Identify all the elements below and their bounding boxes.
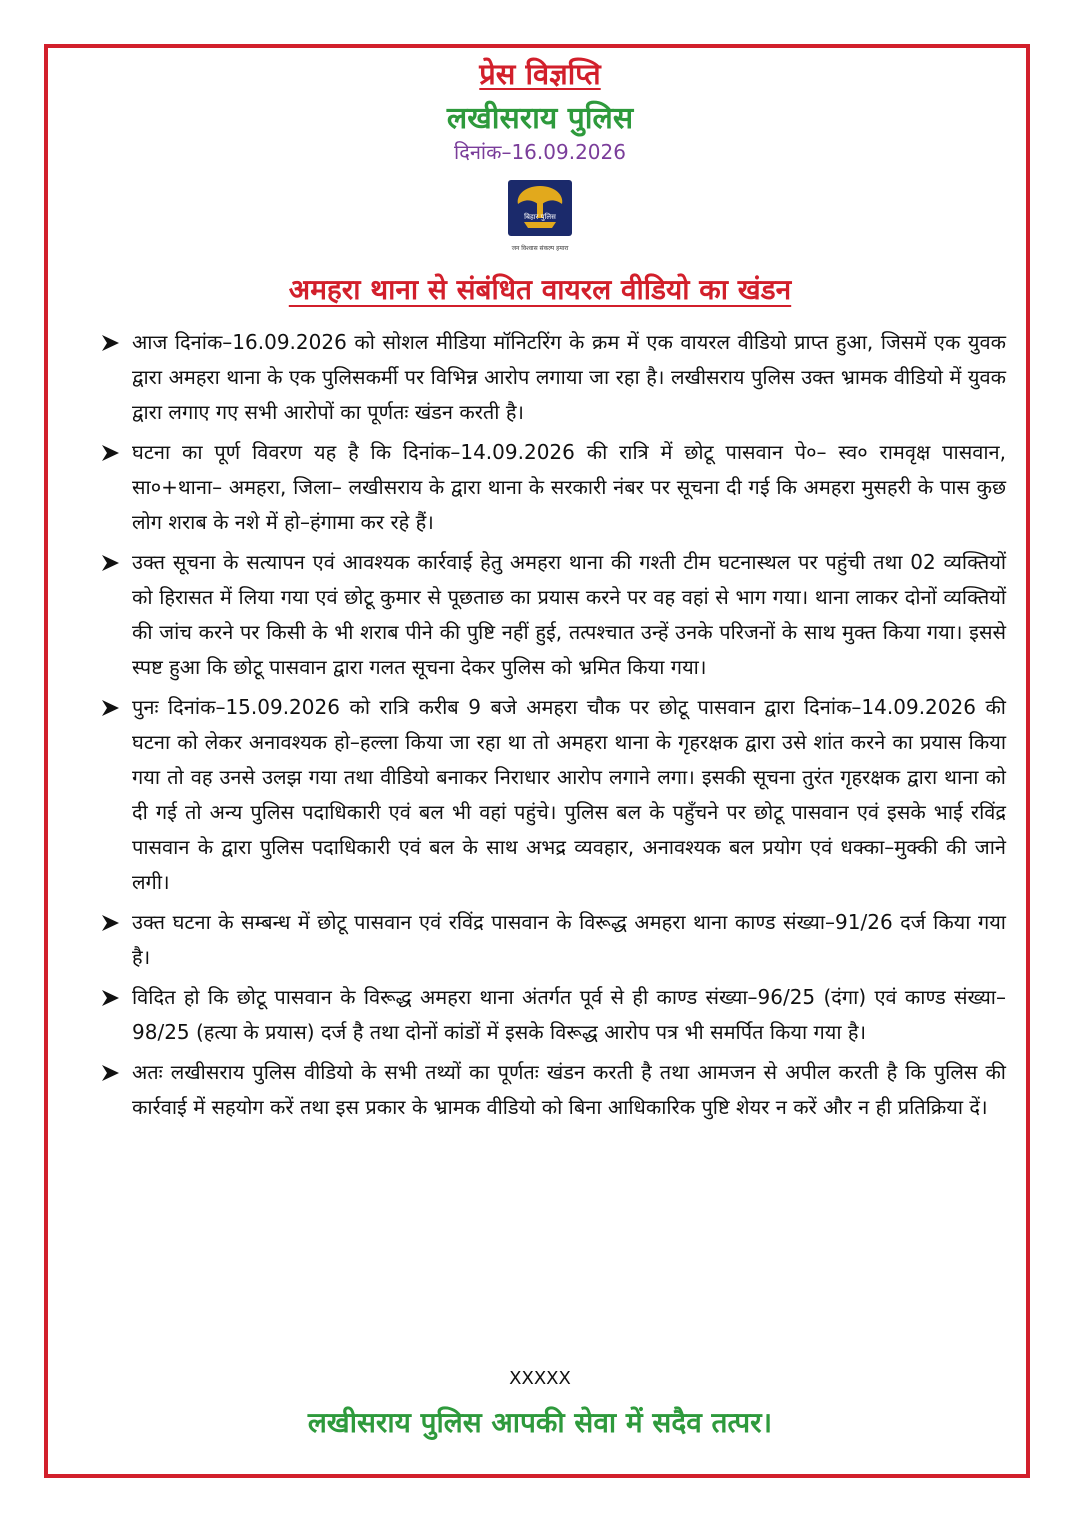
paragraph-text: उक्त सूचना के सत्यापन एवं आवश्यक कार्रवाई हेतु अमहरा थाना की गश्ती टीम घटनास्थल पर पहुंची तथा 02 व्यक्तियों को हिरासत में लिया गया एवं छोटू कुमार से पूछताछ का प्रयास करने पर वह वहां से भाग गया। थाना लाकर दोनों व्यक्तियों की जांच करने पर किसी के भी शराब पीने की पुष्टि नहीं हुई, तत्पश्चात उन्हें उनके परिजनों के साथ मुक्त किया गया। इससे स्पष्ट हुआ कि छोटू पासवान द्वारा गलत सूचना देकर पुलिस को भ्रमित किया गया। (132, 550, 1006, 679)
bullet-paragraph (100, 545, 1006, 685)
arrow-bullet-icon (100, 989, 120, 1007)
arrow-bullet-icon (100, 1064, 120, 1082)
press-release-title: प्रेस विज्ञप्ति (479, 57, 601, 91)
bihar-police-emblem (494, 178, 586, 254)
paragraph-text: घटना का पूर्ण विवरण यह है कि दिनांक–14.09.2026 की रात्रि में छोटू पासवान पे०– स्व० रामवृक्ष पासवान, सा०+थाना– अमहरा, जिला– लखीसराय के द्वारा थाना के सरकारी नंबर पर सूचना दी गई कि अमहरा मुसहरी के पास कुछ लोग शराब के नशे में हो–हंगामा कर रहे हैं। (132, 440, 1006, 534)
arrow-bullet-icon (100, 554, 120, 572)
arrow-bullet-icon (100, 914, 120, 932)
arrow-bullet-icon (100, 444, 120, 462)
bullet-paragraph (100, 1055, 1006, 1125)
paragraph-text: आज दिनांक–16.09.2026 को सोशल मीडिया मॉनिटरिंग के क्रम में एक वायरल वीडियो प्राप्त हुआ, जिसमें एक युवक द्वारा अमहरा थाना के एक पुलिसकर्मी पर विभिन्न आरोप लगाया जा रहा है। लखीसराय पुलिस उक्त भ्रामक वीडियो में युवक द्वारा लगाए गए सभी आरोपों का पूर्णतः खंडन करती है। (132, 330, 1006, 424)
notice-heading: अमहरा थाना से संबंधित वायरल वीडियो का खंडन (288, 273, 792, 306)
footer-slogan: लखीसराय पुलिस आपकी सेवा में सदैव तत्पर। (307, 1406, 773, 1439)
bullet-paragraph (100, 905, 1006, 975)
bullet-paragraph (100, 980, 1006, 1050)
bullet-paragraph (100, 690, 1006, 900)
emblem-base (524, 222, 556, 228)
arrow-bullet-icon (100, 699, 120, 717)
emblem-motto: जन विश्वास संकल्प हमारा (511, 245, 569, 252)
paragraph-text: विदित हो कि छोटू पासवान के विरूद्ध अमहरा थाना अंतर्गत पूर्व से ही काण्ड संख्या–96/25 (दंगा) एवं काण्ड संख्या–98/25 (हत्या के प्रयास) दर्ज है तथा दोनों कांडों में इसके विरूद्ध आरोप पत्र भी समर्पित किया गया है। (132, 985, 1006, 1044)
date-line: दिनांक–16.09.2026 (454, 140, 626, 164)
notice-body (100, 325, 1006, 1130)
paragraph-text: पुनः दिनांक–15.09.2026 को रात्रि करीब 9 बजे अमहरा चौक पर छोटू पासवान द्वारा दिनांक–14.09.2026 की घटना को लेकर अनावश्यक हो–हल्ला किया जा रहा था तो अमहरा थाना के गृहरक्षक द्वारा उसे शांत करने का प्रयास किया गया तो वह उनसे उलझ गया तथा वीडियो बनाकर निराधार आरोप लगाने लगा। इसकी सूचना तुरंत गृहरक्षक द्वारा थाना को दी गई तो अन्य पुलिस पदाधिकारी एवं बल भी वहां पहुंचे। पुलिस बल के पहुँचने पर छोटू पासवान एवं इसके भाई रविंद्र पासवान के द्वारा पुलिस पदाधिकारी एवं बल के साथ अभद्र व्यवहार, अनावश्यक बल प्रयोग एवं धक्का–मुक्की की जाने लगी। (132, 695, 1006, 894)
arrow-bullet-icon (100, 334, 120, 352)
paragraph-text: उक्त घटना के सम्बन्ध में छोटू पासवान एवं रविंद्र पासवान के विरूद्ध अमहरा थाना काण्ड संख्या–91/26 दर्ज किया गया है। (132, 910, 1006, 969)
organization-name: लखीसराय पुलिस (446, 101, 634, 136)
bullet-paragraph (100, 325, 1006, 430)
paragraph-text: अतः लखीसराय पुलिस वीडियो के सभी तथ्यों का पूर्णतः खंडन करती है तथा आमजन से अपील करती है कि पुलिस की कार्रवाई में सहयोग करें तथा इस प्रकार के भ्रामक वीडियो को बिना आधिकारिक पुष्टि शेयर न करें और न ही प्रतिक्रिया दें। (132, 1060, 1006, 1119)
bullet-paragraph (100, 435, 1006, 540)
separator-mark: XXXXX (509, 1368, 571, 1389)
emblem-text: बिहार पुलिस (524, 213, 556, 221)
